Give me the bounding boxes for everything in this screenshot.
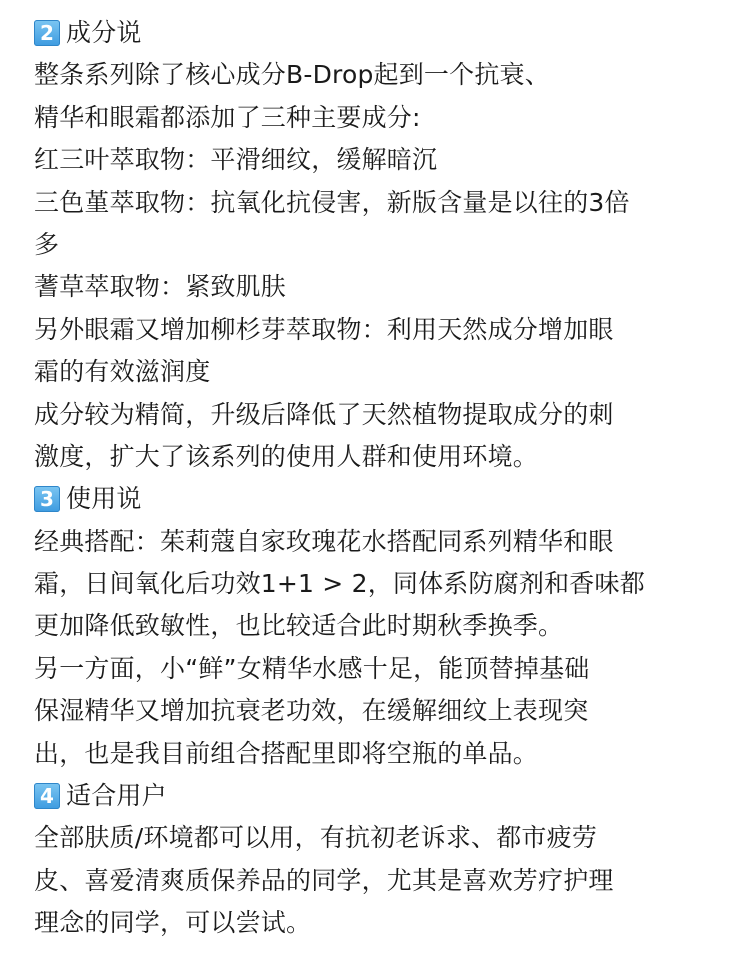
paragraph-line: 整条系列除了核心成分B-Drop起到一个抗衰、 — [34, 60, 550, 90]
paragraph-line: 霜，日间氧化后功效1+1 > 2，同体系防腐剂和香味都 — [34, 569, 645, 599]
paragraph-line: 另外眼霜又增加柳杉芽萃取物：利用天然成分增加眼 — [34, 314, 614, 344]
paragraph-line: 全部肤质/环境都可以用，有抗初老诉求、都市疲劳 — [34, 823, 598, 853]
paragraph-line: 成分较为精简，升级后降低了天然植物提取成分的刺 — [34, 399, 614, 429]
section-heading-suitable-users — [34, 775, 730, 817]
number-2-badge-icon: 2 — [34, 20, 60, 46]
section-title: 成分说 — [66, 18, 142, 47]
paragraph-line: 经典搭配：茱莉蔻自家玫瑰花水搭配同系列精华和眼 — [34, 526, 614, 556]
paragraph-line: 红三叶萃取物：平滑细纹，缓解暗沉 — [34, 145, 438, 175]
paragraph-line: 更加降低致敏性，也比较适合此时期秋季换季。 — [34, 611, 564, 641]
paragraph-line: 多 — [34, 229, 60, 259]
paragraph-line: 激度，扩大了该系列的使用人群和使用环境。 — [34, 441, 539, 471]
paragraph-line: 霜的有效滋润度 — [34, 357, 211, 387]
section-title: 使用说 — [66, 484, 142, 514]
number-3-badge-icon: 3 — [34, 486, 60, 512]
paragraph-line: 皮、喜爱清爽质保养品的同学，尤其是喜欢芳疗护理 — [34, 865, 614, 895]
section-heading-usage — [34, 478, 730, 520]
paragraph-line: 蓍草萃取物：紧致肌肤 — [34, 272, 287, 302]
number-4-badge-icon: 4 — [34, 783, 60, 809]
paragraph-line: 保湿精华又增加抗衰老功效，在缓解细纹上表现突 — [34, 696, 589, 726]
section-heading-ingredients — [34, 12, 730, 54]
paragraph-line: 另一方面，小“鲜”女精华水感十足，能顶替掉基础 — [34, 653, 590, 683]
paragraph-line: 理念的同学，可以尝试。 — [34, 908, 312, 938]
section-title: 适合用户 — [66, 781, 167, 811]
paragraph-line: 精华和眼霜都添加了三种主要成分: — [34, 102, 421, 132]
paragraph-line: 三色堇萃取物：抗氧化抗侵害，新版含量是以往的3倍 — [34, 187, 630, 217]
paragraph-line: 出，也是我目前组合搭配里即将空瓶的单品。 — [34, 738, 539, 768]
